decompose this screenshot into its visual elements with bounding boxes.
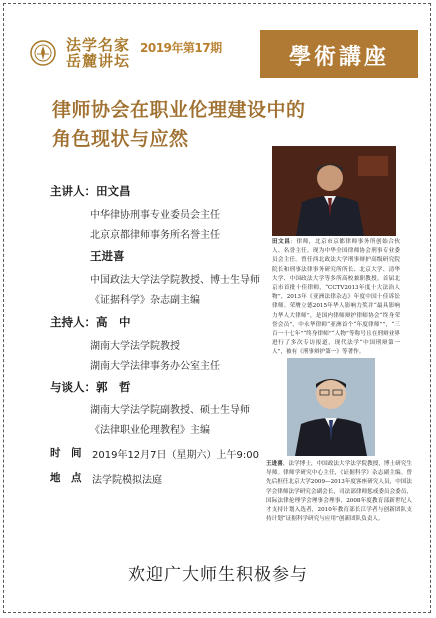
time-value: 2019年12月7日（星期六）上午9:00 [92, 450, 259, 461]
speaker1-role-2: 北京京都律师事务所名誉主任 [90, 230, 220, 241]
issue-number: 2019年第17期 [140, 41, 222, 55]
discussant-name: 郭 哲 [96, 380, 131, 394]
banner-text: 學術講座 [288, 44, 389, 70]
discussant-role-2: 《法律职业伦理教程》主编 [90, 425, 210, 436]
speaker2-photo [287, 358, 375, 456]
discussant-role-1: 湖南大学法学院副教授、硕士生导师 [90, 405, 250, 416]
host-label [50, 314, 131, 330]
speaker-label [50, 183, 131, 199]
place-value: 法学院模拟法庭 [92, 475, 162, 486]
speaker1-name: 田文昌 [96, 184, 131, 198]
time-label: 时 间 [50, 447, 82, 459]
discussant-label-text: 与谈人： [50, 380, 96, 394]
speaker2-name: 王进喜 [90, 249, 125, 263]
speaker2-bio [266, 460, 412, 524]
speaker2-role-2: 《证据科学》杂志副主编 [90, 295, 200, 306]
lecture-title-line2: 角色现状与应然 [52, 128, 189, 150]
host-role-1: 湖南大学法学院教授 [90, 341, 180, 352]
host-role-2: 湖南大学法律事务办公室主任 [90, 361, 220, 372]
brand-subtitle: 岳麓讲坛 [66, 52, 131, 70]
brand-title: 法学名家 [66, 36, 131, 54]
bio2-name: 王进喜 [266, 461, 283, 467]
speaker1-bio [272, 238, 400, 358]
place-label: 地 点 [50, 472, 82, 484]
host-name: 高 中 [96, 315, 131, 329]
lecture-title-line1: 律师协会在职业伦理建设中的 [52, 99, 306, 121]
speaker1-photo [272, 146, 396, 236]
bio1-name: 田文昌 [272, 239, 291, 245]
speaker1-role-1: 中华律协刑事专业委员会主任 [90, 210, 220, 221]
lecture-banner [260, 30, 418, 78]
school-emblem-icon [30, 40, 56, 66]
discussant-label [50, 379, 131, 395]
host-label-text: 主持人： [50, 315, 96, 329]
bio2-text: ，法学博士，中国政法大学法学院教授，博士研究生导师。律师学研究中心主任，《证据科学》杂志副主编。曾先后担任北京大学2009—2013年度客座研究人员，中国法学会律师法学研究会副会长，司法部律师惩戒委员会委员，国际法律伦理学会理事会理事，2008年度教育部新世纪人才支持计划入选者，2010年教育部长江学者与创新团队支持计划“证据科学研究与应用”创新团队负责人。 [266, 461, 412, 523]
footer-invitation: 欢迎广大师生积极参与 [128, 565, 308, 585]
bio1-text: ：律师，北京市京都律师事务所创始合伙人、名誉主任。现为中华全国律师协会刑事专业委员会主任。曾任西北政法大学刑事辩护高级研究院院长和刑事法律事务研究所所长、北京大学、清华大学、中国政法大学等多所高校兼职教授。首届北京市首批十佳律师，“CCTV2013年度十大法治人物”，2013年《亚洲法律杂志》年度中国十佳诉讼律师。荣膺立德2015年华人影响力奖并“最具影响力华人大律师”，是国内律师辩护律师协会“终身荣誉会员”，中永华律师“亚洲首个“年度律师””，“三百一十七年”“终身律师”“人物”等称号且在刑辩业界进行了多次专访报道，现代法学“中国刑辩第一人”，被有《刑事辩护第一》等著作。 [272, 239, 400, 356]
speaker-label-text: 主讲人： [50, 184, 96, 198]
speaker2-role-1: 中国政法大学法学院教授、博士生导师 [90, 275, 260, 286]
